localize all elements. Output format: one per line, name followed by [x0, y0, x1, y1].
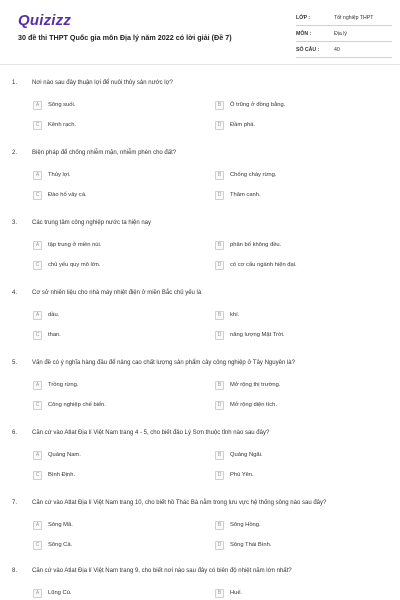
option-letter: A: [33, 521, 42, 530]
option-text: Trồng rừng.: [48, 382, 79, 388]
option-a[interactable]: [33, 380, 193, 390]
option-text: tập trung ở miền núi.: [48, 242, 102, 248]
question-number: 2.: [12, 150, 18, 156]
option-text: Sông Hồng.: [230, 522, 261, 528]
option-b[interactable]: [215, 310, 375, 320]
question-6: [0, 430, 400, 500]
option-text: phân bố không đều.: [230, 242, 282, 248]
option-a[interactable]: [33, 520, 193, 530]
question-number: 7.: [12, 500, 18, 506]
option-text: Quảng Nam.: [48, 452, 81, 458]
question-1: [0, 80, 400, 150]
option-text: Phú Yên.: [230, 472, 254, 478]
option-text: dầu.: [48, 312, 60, 318]
question-text: Vấn đề có ý nghĩa hàng đầu để nâng cao chất lượng sản phẩm cây công nghiệp ở Tây Nguyên là?: [32, 360, 295, 366]
option-text: Thủy lợi.: [48, 172, 71, 178]
question-text: Nơi nào sau đây thuận lợi để nuôi thủy sản nước lợ?: [32, 80, 173, 86]
worksheet-title: 30 đề thi THPT Quốc gia môn Địa lý năm 2022 có lời giải (Đề 7): [18, 33, 232, 42]
meta-row-subject: [296, 26, 392, 42]
option-letter: D: [215, 401, 224, 410]
option-letter: B: [215, 589, 224, 598]
option-text: Thâm canh.: [230, 192, 261, 198]
option-letter: D: [215, 471, 224, 480]
option-c[interactable]: [33, 400, 193, 410]
question-number: 1.: [12, 80, 18, 86]
option-text: Sông Thái Bình.: [230, 542, 272, 548]
question-text: Biện pháp để chống nhiễm mặn, nhiễm phèn cho đất?: [32, 150, 177, 156]
question-number: 3.: [12, 220, 18, 226]
option-text: Sông Cả.: [48, 542, 73, 548]
question-text: Căn cứ vào Atlat Địa lí Việt Nam trang 9, cho biết nơi nào sau đây có biên độ nhiệt năm lớn nhất?: [32, 568, 292, 574]
meta-row-class: [296, 10, 392, 26]
meta-row-count: [296, 42, 392, 58]
option-a[interactable]: [33, 100, 193, 110]
option-letter: C: [33, 191, 42, 200]
option-a[interactable]: [33, 588, 193, 598]
option-text: Mở rộng diện tích.: [230, 402, 277, 408]
option-d[interactable]: [215, 330, 375, 340]
option-letter: A: [33, 589, 42, 598]
option-letter: C: [33, 121, 42, 130]
option-b[interactable]: [215, 380, 375, 390]
option-text: Kênh rạch.: [48, 122, 77, 128]
option-text: Đầm phá.: [230, 122, 256, 128]
worksheet-meta: [296, 10, 392, 58]
meta-value: Địa lý: [334, 30, 347, 37]
option-text: Lũng Cú.: [48, 590, 72, 596]
option-letter: C: [33, 541, 42, 550]
option-letter: A: [33, 381, 42, 390]
option-letter: B: [215, 451, 224, 460]
option-text: Mở rộng thị trường.: [230, 382, 281, 388]
option-text: khí.: [230, 312, 240, 318]
option-text: Đào hố vảy cá.: [48, 192, 87, 198]
option-text: than.: [48, 332, 61, 338]
option-b[interactable]: [215, 170, 375, 180]
meta-value: 40: [334, 46, 340, 53]
option-letter: C: [33, 261, 42, 270]
question-number: 5.: [12, 360, 18, 366]
option-letter: C: [33, 471, 42, 480]
question-7: [0, 500, 400, 570]
option-b[interactable]: [215, 100, 375, 110]
question-number: 6.: [12, 430, 18, 436]
option-letter: D: [215, 541, 224, 550]
option-c[interactable]: [33, 330, 193, 340]
option-b[interactable]: [215, 588, 375, 598]
option-c[interactable]: [33, 470, 193, 480]
option-d[interactable]: [215, 120, 375, 130]
option-text: Sông Mã.: [48, 522, 73, 528]
question-text: Căn cứ vào Atlat Địa lí Việt Nam trang 4 - 5, cho biết đảo Lý Sơn thuộc tỉnh nào sau đây?: [32, 430, 270, 436]
question-number: 8.: [12, 568, 18, 574]
option-letter: A: [33, 311, 42, 320]
option-letter: A: [33, 171, 42, 180]
question-text: Căn cứ vào Atlat Địa lí Việt Nam trang 10, cho biết hồ Thác Bà nằm trong lưu vực hệ thống sông nào sau đây?: [32, 500, 327, 506]
question-8: [0, 568, 400, 600]
option-text: Chống cháy rừng.: [230, 172, 277, 178]
meta-key: SỐ CÂU :: [296, 46, 320, 53]
option-a[interactable]: [33, 310, 193, 320]
question-text: Cơ sở nhiên liệu cho nhà máy nhiệt điện ở miền Bắc chủ yếu là: [32, 290, 202, 296]
option-letter: B: [215, 381, 224, 390]
question-4: [0, 290, 400, 360]
option-text: Huế.: [230, 590, 243, 596]
option-text: Quảng Ngãi.: [230, 452, 263, 458]
option-text: Sông suối.: [48, 102, 76, 108]
question-number: 4.: [12, 290, 18, 296]
option-d[interactable]: [215, 260, 375, 270]
meta-key: MÔN :: [296, 30, 312, 37]
question-2: [0, 150, 400, 220]
option-text: có cơ cấu ngành hiện đại.: [230, 262, 297, 268]
option-letter: D: [215, 331, 224, 340]
option-letter: C: [33, 331, 42, 340]
option-letter: A: [33, 241, 42, 250]
option-a[interactable]: [33, 450, 193, 460]
option-letter: C: [33, 401, 42, 410]
option-a[interactable]: [33, 240, 193, 250]
option-text: Ô trũng ở đồng bằng.: [230, 102, 286, 108]
option-c[interactable]: [33, 190, 193, 200]
option-letter: B: [215, 521, 224, 530]
option-letter: A: [33, 451, 42, 460]
option-c[interactable]: [33, 540, 193, 550]
option-b[interactable]: [215, 240, 375, 250]
header-divider: [0, 64, 400, 65]
option-c[interactable]: [33, 120, 193, 130]
question-text: Các trung tâm công nghiệp nước ta hiện nay: [32, 220, 152, 226]
meta-value: Tốt nghiệp THPT: [334, 14, 374, 21]
option-letter: D: [215, 121, 224, 130]
question-5: [0, 360, 400, 430]
option-text: chủ yếu quy mô lớn.: [48, 262, 101, 268]
worksheet-header: [0, 0, 400, 64]
option-d[interactable]: [215, 540, 375, 550]
option-letter: B: [215, 171, 224, 180]
option-letter: B: [215, 311, 224, 320]
option-d[interactable]: [215, 400, 375, 410]
option-letter: B: [215, 241, 224, 250]
option-b[interactable]: [215, 520, 375, 530]
option-text: Công nghiệp chế biến.: [48, 402, 107, 408]
question-3: [0, 220, 400, 290]
option-text: Bình Định.: [48, 472, 76, 478]
option-letter: A: [33, 101, 42, 110]
option-b[interactable]: [215, 450, 375, 460]
option-letter: D: [215, 261, 224, 270]
option-a[interactable]: [33, 170, 193, 180]
quizizz-logo: Quizizz: [18, 12, 72, 29]
option-c[interactable]: [33, 260, 193, 270]
option-d[interactable]: [215, 470, 375, 480]
option-d[interactable]: [215, 190, 375, 200]
meta-key: LỚP :: [296, 14, 311, 21]
option-text: năng lượng Mặt Trời.: [230, 332, 285, 338]
option-letter: B: [215, 101, 224, 110]
option-letter: D: [215, 191, 224, 200]
